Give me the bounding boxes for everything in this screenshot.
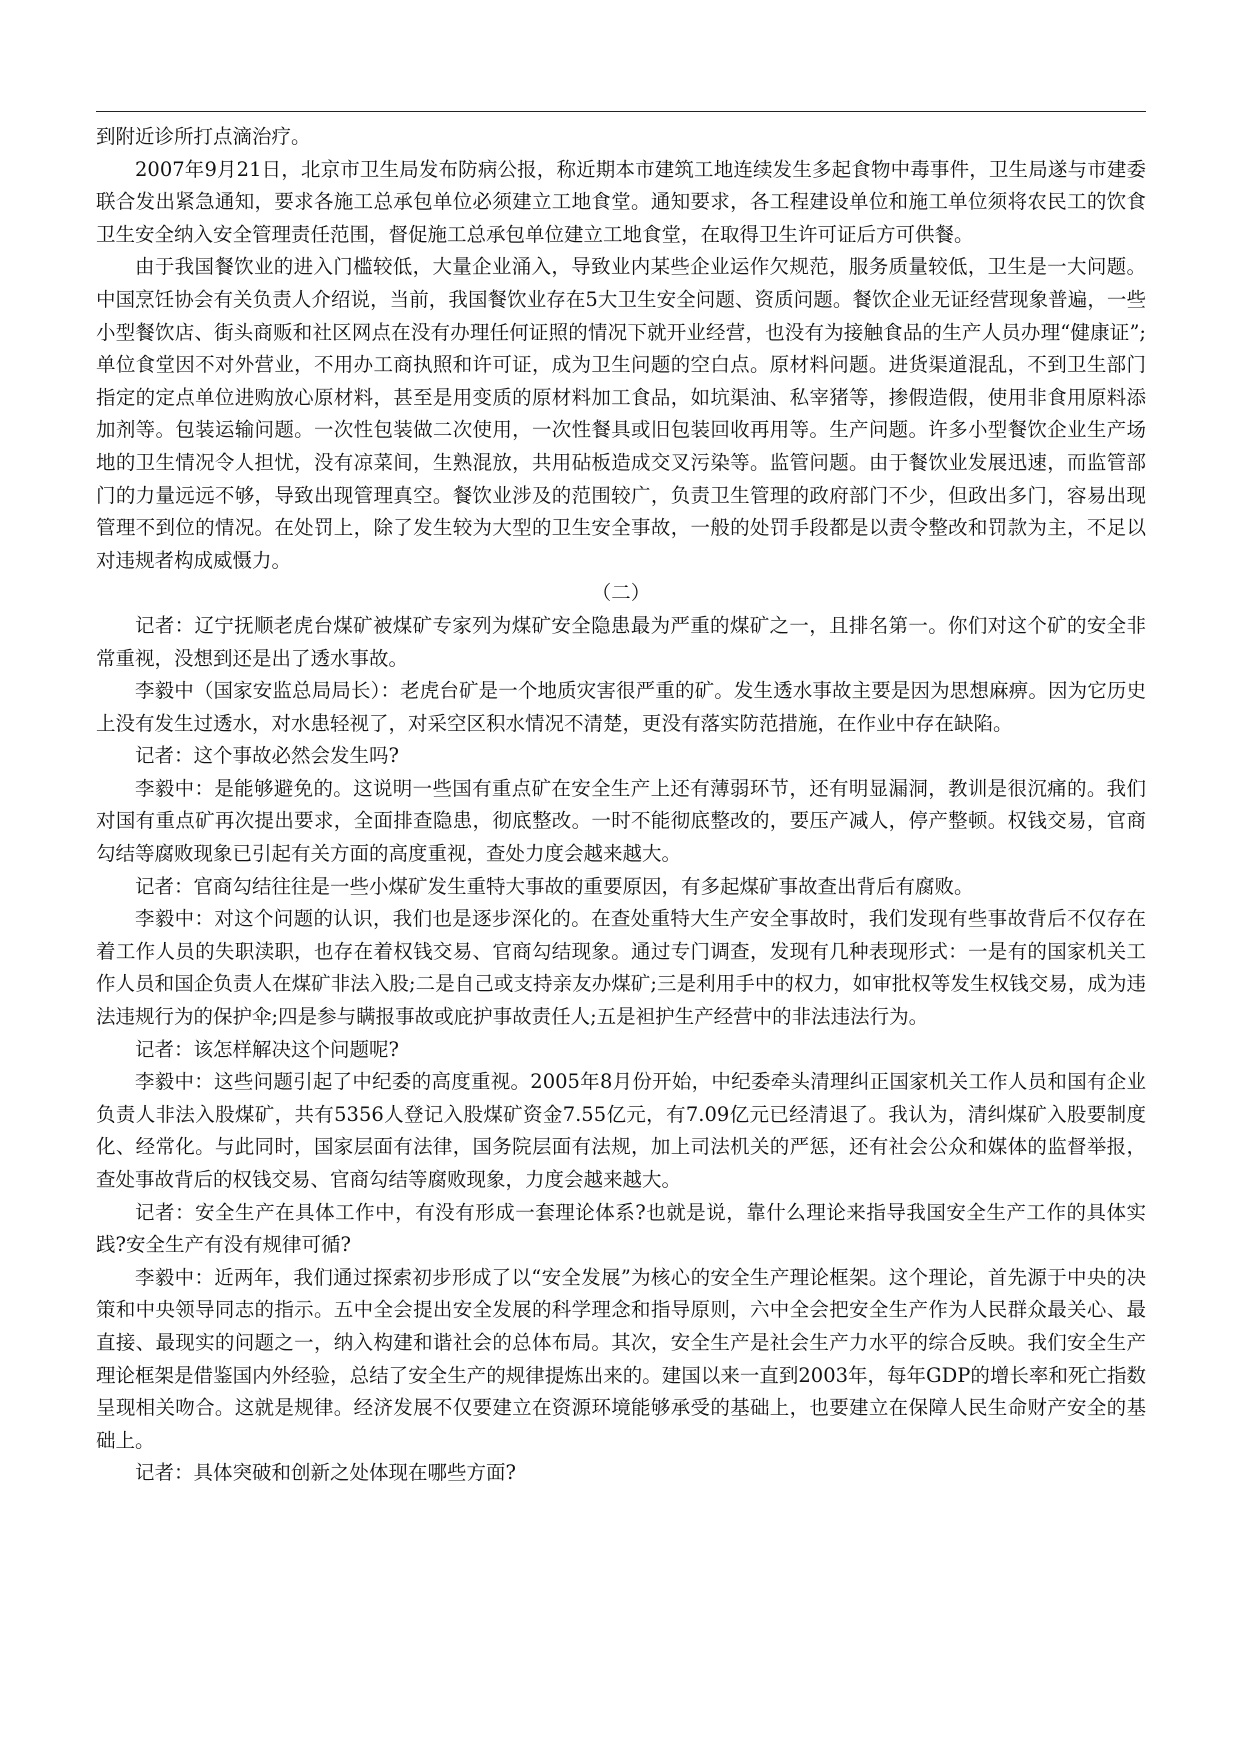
paragraph-interview-q2: 记者：这个事故必然会发生吗? bbox=[135, 744, 399, 768]
document-body bbox=[96, 121, 1146, 1490]
paragraph-interview-a1: 李毅中（国家安监总局局长）：老虎台矿是一个地质灾害很严重的矿。发生透水事故主要是因为思想麻痹。因为它历史上没有发生过透水，对水患轻视了，对采空区积水情况不清楚，更没有落实防范措施，在作业中存在缺陷。 bbox=[96, 679, 1146, 735]
paragraph-interview-q1: 记者：辽宁抚顺老虎台煤矿被煤矿专家列为煤矿安全隐患最为严重的煤矿之一，且排名第一。你们对这个矿的安全非常重视，没想到还是出了透水事故。 bbox=[96, 613, 1146, 670]
paragraph-interview-q4: 记者：该怎样解决这个问题呢? bbox=[135, 1037, 399, 1061]
paragraph-interview-q6: 记者：具体突破和创新之处体现在哪些方面? bbox=[135, 1461, 516, 1485]
paragraph-health-bureau-notice: 2007年9月21日，北京市卫生局发布防病公报，称近期本市建筑工地连续发生多起食物中毒事件，卫生局遂与市建委联合发出紧急通知，要求各施工总承包单位必须建立工地食堂。通知要求，各工程建设单位和施工单位须将农民工的饮食卫生安全纳入安全管理责任范围，督促施工总承包单位建立工地食堂，在取得卫生许可证后方可供餐。 bbox=[96, 157, 1146, 246]
paragraph-interview-q3: 记者：官商勾结往往是一些小煤矿发生重特大事故的重要原因，有多起煤矿事故查出背后有腐败。 bbox=[135, 874, 974, 898]
paragraph-catering-hygiene: 由于我国餐饮业的进入门槛较低，大量企业涌入，导致业内某些企业运作欠规范，服务质量较低，卫生是一大问题。中国烹饪协会有关负责人介绍说，当前，我国餐饮业存在5大卫生安全问题、资质问题。餐饮企业无证经营现象普遍，一些小型餐饮店、街头商贩和社区网点在没有办理任何证照的情况下就开业经营，也没有为接触食品的生产人员办理“健康证”;单位食堂因不对外营业，不用办工商执照和许可证，成为卫生问题的空白点。原材料问题。进货渠道混乱，不到卫生部门指定的定点单位进购放心原材料，甚至是用变质的原材料加工食品，如坑渠油、私宰猪等，掺假造假，使用非食用原料添加剂等。包装运输问题。一次性包装做二次使用，一次性餐具或旧包装回收再用等。生产问题。许多小型餐饮企业生产场地的卫生情况令人担忧，没有凉菜间，生熟混放，共用砧板造成交叉污染等。监管问题。由于餐饮业发展迅速，而监管部门的力量远远不够，导致出现管理真空。餐饮业涉及的范围较广，负责卫生管理的政府部门不少，但政出多门，容易出现管理不到位的情况。在处罚上，除了发生较为大型的卫生安全事故，一般的处罚手段都是以责令整改和罚款为主，不足以对违规者构成威慑力。 bbox=[96, 255, 1146, 572]
section-heading-two: （二） bbox=[591, 581, 651, 605]
paragraph-interview-a3: 李毅中：对这个问题的认识，我们也是逐步深化的。在查处重特大生产安全事故时，我们发现有些事故背后不仅存在着工作人员的失职渎职，也存在着权钱交易、官商勾结现象。通过专门调查，发现有几种表现形式：一是有的国家机关工作人员和国企负责人在煤矿非法入股;二是自己或支持亲友办煤矿;三是利用手中的权力，如审批权等发生权钱交易，成为违法违规行为的保护伞;四是参与瞒报事故或庇护事故责任人;五是袒护生产经营中的非法违法行为。 bbox=[96, 907, 1146, 1029]
paragraph-interview-a5: 李毅中：近两年，我们通过探索初步形成了以“安全发展”为核心的安全生产理论框架。这个理论，首先源于中央的决策和中央领导同志的指示。五中全会提出安全发展的科学理念和指导原则，六中全会把安全生产作为人民群众最关心、最直接、最现实的问题之一，纳入构建和谐社会的总体布局。其次，安全生产是社会生产力水平的综合反映。我们安全生产理论框架是借鉴国内外经验，总结了安全生产的规律提炼出来的。建国以来一直到2003年，每年GDP的增长率和死亡指数呈现相关吻合。这就是规律。经济发展不仅要建立在资源环境能够承受的基础上，也要建立在保障人民生命财产安全的基础上。 bbox=[96, 1265, 1146, 1452]
paragraph-interview-a2: 李毅中：是能够避免的。这说明一些国有重点矿在安全生产上还有薄弱环节，还有明显漏洞，教训是很沉痛的。我们对国有重点矿再次提出要求，全面排查隐患，彻底整改。一时不能彻底整改的，要压产减人，停产整顿。权钱交易，官商勾结等腐败现象已引起有关方面的高度重视，查处力度会越来越大。 bbox=[96, 776, 1146, 866]
paragraph-continuation: 到附近诊所打点滴治疗。 bbox=[96, 125, 311, 148]
header-rule bbox=[96, 111, 1146, 112]
paragraph-interview-q5: 记者：安全生产在具体工作中，有没有形成一套理论体系?也就是说，靠什么理论来指导我国安全生产工作的具体实践?安全生产有没有规律可循? bbox=[96, 1200, 1146, 1257]
paragraph-interview-a4: 李毅中：这些问题引起了中纪委的高度重视。2005年8月份开始，中纪委牵头清理纠正国家机关工作人员和国有企业负责人非法入股煤矿，共有5356人登记入股煤矿资金7.55亿元，有7.09亿元已经清退了。我认为，清纠煤矿入股要制度化、经常化。与此同时，国家层面有法律，国务院层面有法规，加上司法机关的严惩，还有社会公众和媒体的监督举报，查处事故背后的权钱交易、官商勾结等腐败现象，力度会越来越大。 bbox=[96, 1070, 1146, 1191]
